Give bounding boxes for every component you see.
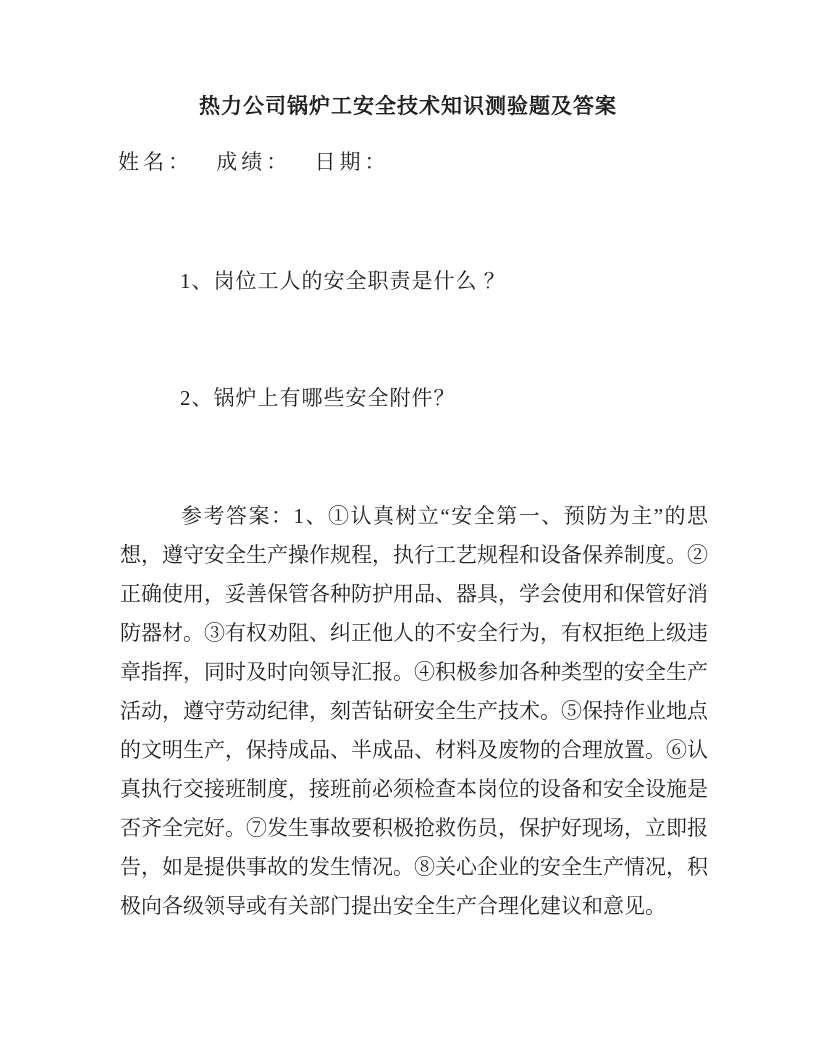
meta-line — [118, 149, 404, 175]
question-2: 2、锅炉上有哪些安全附件？ — [180, 386, 456, 410]
score-label: 成绩： — [216, 150, 292, 174]
name-label: 姓名： — [118, 150, 193, 174]
answer-paragraph: 参考答案：1、①认真树立“安全第一、预防为主”的思想，遵守安全生产操作规程，执行工艺规程和设备保养制度。②正确使用，妥善保管各种防护用品、器具，学会使用和保管好消防器材。③有权劝阻、纠正他人的不安全行为，有权拒绝上级违章指挥，同时及时向领导汇报。④积极参加各种类型的安全生产活动，遵守劳动纪律，刻苦钻研安全生产技术。⑤保持作业地点的文明生产，保持成品、半成品、材料及废物的合理放置。⑥认真执行交接班制度，接班前必须检查本岗位的设备和安全设施是否齐全完好。⑦发生事故要积极抢救伤员，保护好现场，立即报告，如是提供事故的发生情况。⑧关心企业的安全生产情况，积极向各级领导或有关部门提出安全生产合理化建议和意见。 — [120, 504, 708, 918]
document-title: 热力公司锅炉工安全技术知识测验题及答案 — [199, 94, 617, 118]
date-label: 日期： — [314, 150, 390, 174]
question-1: 1、岗位工人的安全职责是什么 ？ — [180, 269, 506, 293]
